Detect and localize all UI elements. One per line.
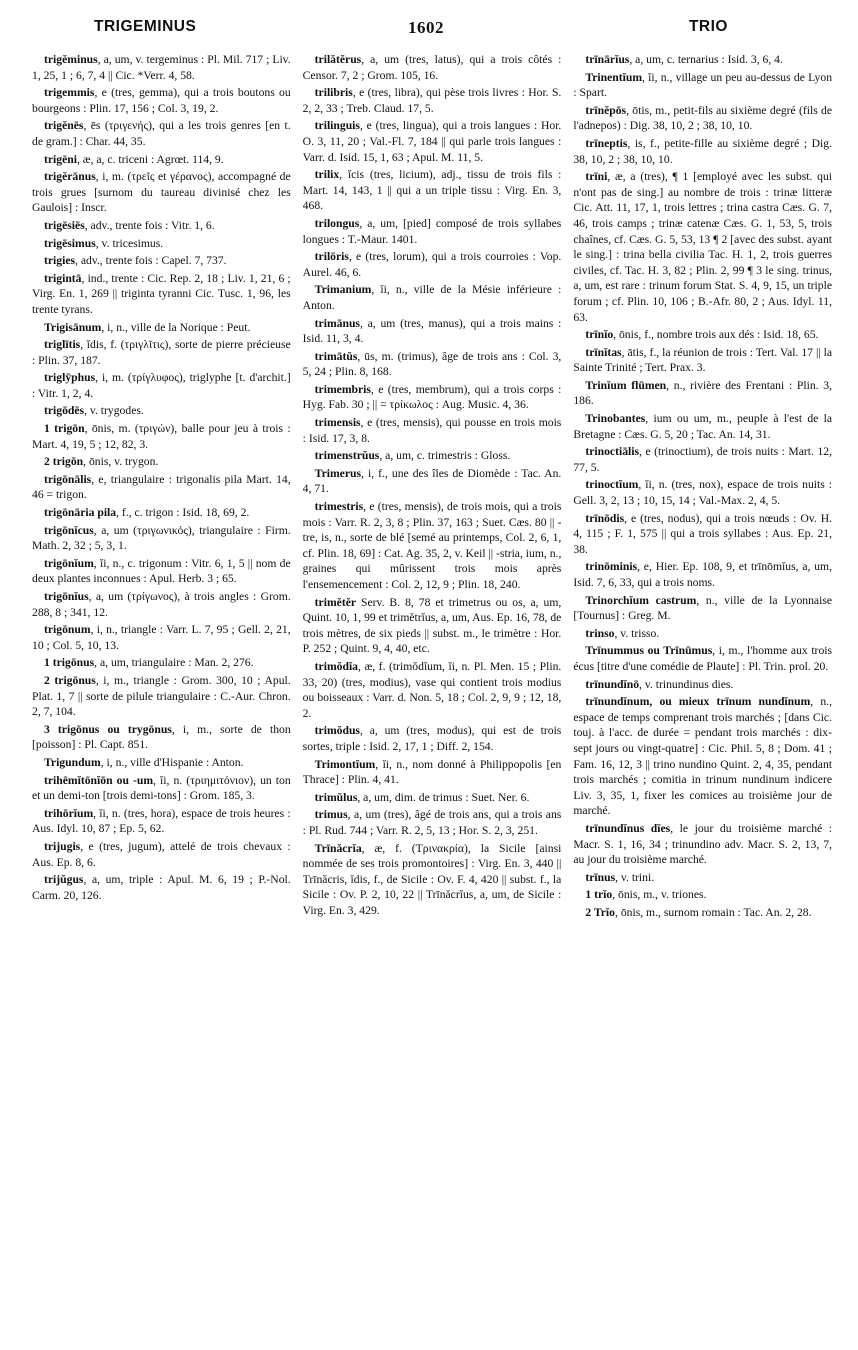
entry-definition: , e (tres, jugum), attelé de trois chevaux : Aus. Ep. 8, 6. (32, 839, 291, 869)
entry-definition: , a, um (tres, latus), qui a trois côtés : Censor. 7, 2 ; Grom. 105, 16. (302, 53, 562, 82)
entry-definition: , i, m. (τρίγλυφος), triglyphe [t. d'archit.] : Vitr. 1, 2, 4. (32, 371, 291, 400)
entry-headword: trigōdēs (44, 404, 85, 418)
entry-definition: , ōnis, m., v. triones. (612, 888, 707, 902)
entry-headword: trihēmĭtōnĭōn ou -um (44, 773, 154, 787)
dictionary-entry (573, 444, 832, 475)
entry-headword: trilibris (314, 86, 353, 100)
entry-headword: trimātŭs (314, 349, 358, 363)
entry-definition: , ĭi, n. (τριημιτόνιον), un ton et un demi-ton [trois demi-tons] : Grom. 185, 3. (32, 773, 291, 803)
entry-definition: , ium ou um, m., peuple à l'est de la Bretagne : Cæs. G. 5, 20 ; Tac. An. 14, 31. (573, 412, 833, 441)
entry-headword: trilinguis (314, 119, 360, 133)
entry-headword: trīnĭo (585, 328, 614, 342)
dictionary-entry (303, 466, 562, 497)
dictionary-entry (32, 403, 291, 419)
dictionary-entry (303, 118, 562, 165)
entry-definition: , ĭcis (tres, licium), adj., tissu de trois fils : Mart. 14, 143, 1 || qui a un triple tissu : Virg. En. 3, 468. (302, 168, 562, 213)
entry-definition: , ĭi, n., c. trigonum : Vitr. 6, 1, 5 || nom de deux plantes inconnues : Apul. Herb. 3 ; 65. (32, 556, 291, 586)
entry-headword: trimŏdĭa (314, 659, 358, 673)
entry-definition: , ōnis, m., surnom romain : Tac. An. 2, 28. (615, 905, 812, 919)
dictionary-entry (303, 249, 562, 280)
dictionary-entry (32, 839, 291, 870)
entry-definition: , v. trisso. (614, 626, 660, 640)
entry-headword: trigēsimus (44, 236, 96, 250)
entry-definition: , n., rivière des Frentani : Plin. 3, 186. (573, 378, 833, 408)
entry-headword: Trinĭum flūmen (585, 378, 667, 392)
dictionary-entry (303, 216, 562, 247)
dictionary-entry (303, 723, 562, 754)
dictionary-entry (32, 454, 291, 470)
entry-headword: Trimanium (314, 283, 372, 297)
entry-definition: , ōnis, f., nombre trois aux dés : Isid. 18, 65. (613, 328, 819, 342)
dictionary-entry (573, 694, 832, 819)
entry-headword: Trinentĭum (585, 70, 643, 84)
entry-headword: 1 trigōn (44, 422, 85, 436)
dictionary-entry (303, 499, 562, 593)
dictionary-entry (303, 167, 562, 214)
entry-headword: Trinorchĭum castrum (585, 593, 697, 607)
entry-definition: , e, Hier. Ep. 108, 9, et trīnōmĭus, a, um, Isid. 7, 6, 33, qui a trois noms. (573, 560, 833, 589)
entry-definition: , le jour du troisième marché : Macr. S. 1, 16, 34 ; trinundino adv. Macr. S. 2, 13, 7, au jour du troisième marché. (573, 821, 833, 867)
entry-headword: trīnĕpōs (585, 103, 627, 117)
entry-definition: , i, m., triangle : Grom. 300, 10 ; Apul. Plat. 1, 7 || sorte de pilule triangulaire : C.-Aur. Chron. 2, 7, 104. (32, 673, 291, 719)
entry-headword: trilōris (314, 250, 349, 264)
entry-definition: , æ, a, c. triceni : Agrœt. 114, 9. (76, 152, 224, 166)
entry-headword: trijŭgus (44, 873, 84, 887)
dictionary-entry (573, 103, 832, 134)
entry-definition: , e (tres, mensis), qui pousse en trois mois : Isid. 17, 3, 8. (302, 416, 562, 445)
entry-headword: trimānus (314, 316, 360, 330)
entry-definition: , a, um (τριγωνικός), triangulaire : Firm. Math. 2, 32 ; 5, 3, 1. (32, 523, 291, 553)
entry-definition: , i, m., sorte de thon [poisson] : Pl. Capt. 851. (32, 722, 291, 752)
dictionary-entry (32, 236, 291, 252)
dictionary-entry (573, 677, 832, 693)
dictionary-entry (303, 790, 562, 806)
entry-headword: trigĕminus (44, 53, 98, 66)
entry-definition: , æ, f. (Τρινακρία), la Sicile [ainsi nommée de ses trois promontoires] : Virg. En. 3, 440 || Trīnăcris, ĭdis, f., de Sicile : Ov. F. 4, 420 || subst. f., la Sicile : Ov. P. 2, 10, 22 || Trīnăcrĭus, a, um, de Sicile : Virg. En. 3, 429. (302, 841, 562, 917)
entry-headword: trigĕnēs (44, 119, 84, 133)
dictionary-entry (32, 755, 291, 771)
entry-definition: , n., espace de temps comprenant trois marchés ; [dans Cic. touj. à l'acc. de durée = pendant trois marchés : dix-sept jours ou vingt-quatre] : Cic. Phil. 5, 8 ; Dom. 41 ; Fam. 16, 12, 3 || trino nundino Quint. 2, 4, 35, pendant trois marchés ; comitia in trinum nundinum indicere Liv. 3, 35, 1, fixer les comices au troisième jour de marché. (573, 695, 833, 818)
dictionary-entry (573, 559, 832, 590)
dictionary-entry (32, 337, 291, 368)
entry-headword: trīneptis (585, 136, 628, 150)
dictionary-entry (32, 589, 291, 620)
entry-headword: trīnundĭnum, ou mieux trīnum nundĭnum (585, 695, 811, 709)
entry-headword: trīnundĭnus dĭes (585, 821, 671, 835)
dictionary-entry (573, 327, 832, 343)
dictionary-entry (303, 382, 562, 413)
entry-headword: trilix (314, 168, 340, 182)
entry-definition: , e (tres, lorum), qui a trois courroies : Vop. Aurel. 46, 6. (302, 250, 562, 279)
entry-headword: trīnundĭnō (585, 677, 640, 691)
entry-definition: , ĭi, n., village un peu au-dessus de Lyon : Spart. (573, 70, 833, 100)
entry-definition: , adv., trente fois : Vitr. 1, 6. (84, 218, 215, 232)
entry-headword: triglītis (44, 338, 81, 352)
dictionary-entry (573, 593, 832, 624)
entry-headword: trilongus (314, 216, 360, 230)
dictionary-entry (32, 152, 291, 168)
page-number: 1602 (408, 18, 444, 37)
dictionary-entry (32, 253, 291, 269)
entry-headword: trigēni (44, 152, 77, 166)
dictionary-entry (32, 118, 291, 149)
entry-headword: trimŏdus (314, 724, 360, 738)
entry-definition: , adv., trente fois : Capel. 7, 737. (75, 254, 227, 268)
entry-headword: trijugis (44, 839, 81, 853)
entry-headword: trinōminis (585, 560, 638, 574)
dictionary-entry (32, 370, 291, 401)
dictionary-entry (303, 52, 562, 83)
dictionary-entry (32, 472, 291, 503)
entry-definition: , e (tres, mensis), de trois mois, qui a trois mois : Varr. R. 2, 3, 8 ; Plin. 37, 163 ; Suet. Cæs. 80 || -tre, is, n., sorte de blé [semé au printemps, Col. 2, 6, 1, cf. Plin. 18, 69] : Cat. Ag. 35, 2, v. Keil || -stria, ium, n., graines qui mûrissent trois mois après l'ensemencement : Col. 2, 12, 9 ; Plin. 18, 240. (302, 500, 562, 591)
entry-headword: trīnārĭus (585, 53, 630, 66)
entry-definition: , a, um, c. ternarius : Isid. 3, 6, 4. (629, 53, 783, 66)
entry-definition: , e (tres, libra), qui pèse trois livres : Hor. S. 2, 2, 33 ; Treb. Claud. 17, 5. (302, 86, 562, 115)
entry-headword: 2 trigōnus (44, 673, 96, 687)
dictionary-entry (303, 349, 562, 380)
entry-headword: Trimontĭum (314, 757, 376, 771)
dictionary-entry (573, 511, 832, 558)
entry-headword: Trimerus (314, 466, 362, 480)
dictionary-entry (32, 218, 291, 234)
entry-definition: , ātis, f., la réunion de trois : Tert. Val. 17 || la Sainte Trinité ; Tert. Prax. 3. (573, 345, 833, 375)
header-right-guideword: TRIO (688, 18, 728, 35)
dictionary-entry (32, 320, 291, 336)
entry-headword: trīnus (585, 870, 616, 884)
dictionary-entry (32, 169, 291, 216)
entry-definition: , ĭi, n. (tres, hora), espace de trois heures : Aus. Idyl. 10, 87 ; Ep. 5, 62. (32, 806, 291, 836)
entry-definition: , v. tricesimus. (95, 236, 164, 250)
entry-definition: , v. trini. (615, 870, 655, 884)
dictionary-entry (573, 345, 832, 376)
entry-definition: , i, n., ville d'Hispanie : Anton. (100, 755, 244, 769)
entry-headword: trigēsiēs (44, 218, 85, 232)
entry-definition: , e, triangulaire : trigonalis pila Mart. 14, 46 = trigon. (32, 472, 291, 502)
dictionary-entry (303, 448, 562, 464)
entry-headword: trigies (44, 254, 76, 268)
entry-definition: , i, m. (τρεῖς et γέρανος), accompagné de trois grues [surnom du taureau divinisé chez les Gaulois] : Inscr. (32, 170, 291, 215)
dictionary-entry (573, 378, 832, 409)
entry-headword: trigōnĭcus (44, 523, 94, 537)
entry-headword: trimestris (314, 500, 364, 514)
entry-definition: , v. trygodes. (84, 404, 144, 418)
entry-definition: , i, n., triangle : Varr. L. 7, 95 ; Gell. 2, 21, 10 ; Col. 5, 10, 13. (32, 623, 291, 652)
dictionary-entry (32, 52, 291, 83)
dictionary-entry (32, 523, 291, 554)
entry-definition: , i, n., ville de la Norique : Peut. (101, 320, 251, 334)
running-header (38, 18, 828, 44)
entry-headword: Trinobantes (585, 412, 646, 426)
dictionary-entry (573, 136, 832, 167)
dictionary-entry (303, 807, 562, 838)
dictionary-entry (32, 556, 291, 587)
column-1 (32, 52, 291, 1342)
entry-definition: , a, um (τρίγωνος), à trois angles : Grom. 288, 8 ; 341, 12. (32, 590, 291, 619)
entry-definition: , a, um (tres, manus), qui a trois mains : Isid. 11, 3, 4. (302, 316, 562, 346)
dictionary-entry (32, 271, 291, 318)
dictionary-entry (32, 773, 291, 804)
entry-definition: , f., c. trigon : Isid. 18, 69, 2. (116, 506, 250, 520)
entry-headword: trimĕtĕr (314, 595, 357, 609)
dictionary-entry (303, 282, 562, 313)
entry-headword: trigōnālis (44, 472, 92, 486)
dictionary-entry (32, 421, 291, 452)
dictionary-entry (303, 841, 562, 919)
entry-definition: , ind., trente : Cic. Rep. 2, 18 ; Liv. 1, 21, 6 ; Virg. En. 1, 269 || triginta tyranni Cic. Tusc. 1, 96, les trente tyrans. (32, 271, 291, 316)
entry-definition: , ēs (τριγενής), qui a les trois genres [en t. de gram.] : Char. 44, 35. (32, 119, 291, 148)
entry-definition: , e (tres, membrum), qui a trois corps : Hyg. Fab. 30 ; || = τρίκωλος : Aug. Music. 4, 36. (302, 382, 562, 412)
entry-definition: , ōnis, v. trygon. (83, 455, 159, 469)
entry-headword: trīni (585, 170, 608, 184)
entry-definition: , ūs, m. (trimus), âge de trois ans : Col. 3, 5, 24 ; Plin. 8, 168. (302, 349, 562, 379)
entry-definition: , e (trinoctium), de trois nuits : Mart. 12, 77, 5. (573, 445, 833, 474)
entry-headword: Trigisānum (44, 320, 102, 334)
dictionary-entry (573, 870, 832, 886)
entry-headword: trimembris (314, 382, 371, 396)
entry-headword: 2 Trĭo (585, 905, 615, 919)
dictionary-entry (573, 477, 832, 508)
dictionary-entry (573, 643, 832, 674)
column-3 (573, 52, 832, 1342)
entry-headword: trimus (314, 808, 348, 822)
entry-definition: , a, um, v. tergeminus : Pl. Mil. 717 ; Liv. 1, 25, 1 ; 6, 7, 4 || Cic. *Verr. 4, 58. (32, 53, 291, 82)
entry-headword: triglȳphus (44, 371, 96, 385)
dictionary-entry (32, 85, 291, 116)
entry-definition: , ĭi, n. (tres, nox), espace de trois nuits : Gell. 3, 2, 13 ; 10, 15, 14 ; Val.-Max. 2, 4, 5. (573, 478, 833, 508)
entry-headword: Trigundum (44, 755, 101, 769)
dictionary-entry (32, 872, 291, 903)
dictionary-entry (573, 821, 832, 868)
entry-definition: , v. trinundinus dies. (639, 677, 734, 691)
entry-headword: 1 trĭo (585, 888, 613, 902)
entry-definition: , ōnis, m. (τριγών), balle pour jeu à trois : Mart. 4, 19, 5 ; 12, 82, 3. (32, 422, 291, 451)
columns (32, 52, 832, 1342)
entry-definition: , ĭi, n., nom donné à Philippopolis [en Thrace] : Plin. 4, 41. (302, 757, 562, 787)
entry-headword: trinoctiālis (585, 445, 640, 459)
dictionary-entry (573, 411, 832, 442)
dictionary-entry (303, 415, 562, 446)
entry-headword: trigōnĭus (44, 590, 89, 603)
dictionary-entry (573, 905, 832, 921)
entry-headword: trimŭlus (314, 790, 358, 804)
entry-definition: , ōtis, m., petit-fils au sixième degré (fils de l'adnepos) : Dig. 38, 10, 2 ; 38, 10, 10. (573, 103, 833, 133)
dictionary-entry (32, 655, 291, 671)
entry-headword: trilătĕrus (314, 53, 362, 66)
entry-headword: trigĕrānus (44, 170, 96, 184)
dictionary-entry (303, 757, 562, 788)
entry-headword: trigemmis (44, 86, 95, 100)
entry-headword: trihōrĭum (44, 806, 94, 820)
dictionary-entry (573, 626, 832, 642)
dictionary-entry (32, 673, 291, 720)
entry-definition: , a, um, [pied] composé de trois syllabes longues : T.-Maur. 1401. (302, 216, 562, 246)
entry-headword: trinoctĭum (585, 478, 639, 492)
entry-headword: trigintā (44, 271, 82, 285)
entry-definition: , e (tres, lingua), qui a trois langues : Hor. O. 3, 11, 20 ; Val.-Fl. 7, 184 || qui parle trois langues : Varr. d. Isid. 15, 1, 63 ; Apul. M. 11, 5. (302, 119, 562, 164)
dictionary-entry (32, 505, 291, 521)
entry-definition: , a, um, triangulaire : Man. 2, 276. (94, 656, 254, 670)
dictionary-entry (573, 169, 832, 325)
entry-headword: 3 trigōnus ou trygōnus (44, 722, 172, 736)
dictionary-entry (303, 85, 562, 116)
entry-definition: , is, f., petite-fille au sixième degré ; Dig. 38, 10, 2 ; 38, 10, 10. (573, 136, 833, 166)
entry-headword: trimenstrŭus (314, 449, 380, 463)
entry-definition: , n., ville de la Lyonnaise [Tournus] : Greg. M. (573, 593, 833, 623)
dictionary-entry (32, 622, 291, 653)
dictionary-entry (573, 70, 832, 101)
entry-definition: , ĭi, n., ville de la Mésie inférieure : Anton. (302, 283, 562, 312)
entry-headword: Trīnăcrĭa (314, 841, 362, 855)
dictionary-entry (303, 659, 562, 721)
entry-definition: Serv. B. 8, 78 et trimetrus ou os, a, um, Quint. 10, 1, 99 et trimĕtrĭus, a, um, Aus. Ep. 16, 78, de trois mètres, de six pieds || subst. m., le trimètre : Hor. P. 252 ; Quint. 9, 4, 40, etc. (302, 595, 562, 656)
entry-headword: trinso (585, 626, 615, 640)
entry-definition: , e (tres, nodus), qui a trois nœuds : Ov. H. 4, 115 ; F. 1, 575 || qui a trois syllabes : Aus. Ep. 21, 38. (573, 511, 833, 556)
entry-headword: trīnōdis (585, 511, 625, 525)
entry-headword: trigōnĭum (44, 556, 94, 570)
entry-definition: , a, um (tres, modus), qui est de trois sortes, triple : Isid. 2, 17, 1 ; Diff. 2, 154. (302, 724, 562, 753)
header-left-guideword: TRIGEMINUS (94, 18, 197, 35)
dictionary-entry (32, 806, 291, 837)
entry-definition: , a, um, c. trimestris : Gloss. (379, 449, 511, 463)
entry-definition: , æ, f. (trimŏdĭum, ĭi, n. Pl. Men. 15 ; Plin. 33, 20) (tres, modius), vase qui contient trois modius ou boisseaux : Varr. d. Non. 5, 18 ; Col. 2, 9, 9 ; 12, 18, 2. (302, 659, 562, 720)
entry-headword: trigōnāria pila (44, 506, 117, 520)
dictionary-entry (303, 316, 562, 347)
entry-definition: , ĭdis, f. (τριγλῖτις), sorte de pierre précieuse : Plin. 37, 187. (32, 338, 291, 367)
entry-definition: , a, um, dim. de trimus : Suet. Ner. 6. (357, 790, 530, 804)
entry-definition: , a, um, triple : Apul. M. 6, 19 ; P.-Nol. Carm. 20, 126. (32, 873, 291, 902)
dictionary-entry (32, 722, 291, 753)
entry-definition: , e (tres, gemma), qui a trois boutons ou bourgeons : Plin. 17, 156 ; Col. 3, 19, 2. (32, 86, 291, 115)
entry-headword: Trīnummus ou Trīnūmus (585, 644, 713, 658)
dictionary-entry (303, 595, 562, 657)
entry-definition: , i, m., l'homme aux trois écus [titre d'une comédie de Plaute] : Pl. Trin. prol. 20. (573, 644, 833, 673)
column-2 (303, 52, 562, 1342)
entry-definition: , a, um (tres), âgé de trois ans, qui a trois ans : Pl. Rud. 744 ; Varr. R. 2, 5, 13 ; Hor. S. 2, 3, 251. (302, 808, 562, 837)
entry-headword: trīnĭtas (585, 345, 622, 359)
dictionary-entry (573, 52, 832, 68)
entry-headword: 1 trigōnus (44, 656, 95, 670)
entry-headword: trimensis (314, 416, 361, 430)
dictionary-entry (573, 887, 832, 903)
entry-definition: , i, f., une des îles de Diomède : Tac. An. 4, 71. (302, 466, 562, 496)
entry-headword: trigōnum (44, 623, 91, 637)
entry-headword: 2 trigōn (44, 455, 84, 469)
entry-definition: , æ, a (tres), ¶ 1 [employé avec les subst. qui n'ont pas de sing.] au nombre de trois : trinæ litteræ Cic. Att. 11, 17, 1, trois lettres ; trina castra Cæs. G. 7, 46, trois camps ; trinæ catenæ Cæs. G. 1, 53, 5, trois chaînes, cf. Cæs. G. 5, 53, 13 ¶ 2 [avec des subst. ayant le sing.] : trina bella civilia Tac. H. 1, 2, trois guerres civiles, cf. Tac. H. 3, 82 ; Plin. 2, 99 ¶ 3 le sing. trinus, a, um, est rare : trinum forum Stat. S. 4, 9, 15, un triple forum ; cf. Plin. 10, 106 ; B.-Afr. 80, 2 ; Aus. Idyl. 11, 63. (573, 170, 833, 324)
